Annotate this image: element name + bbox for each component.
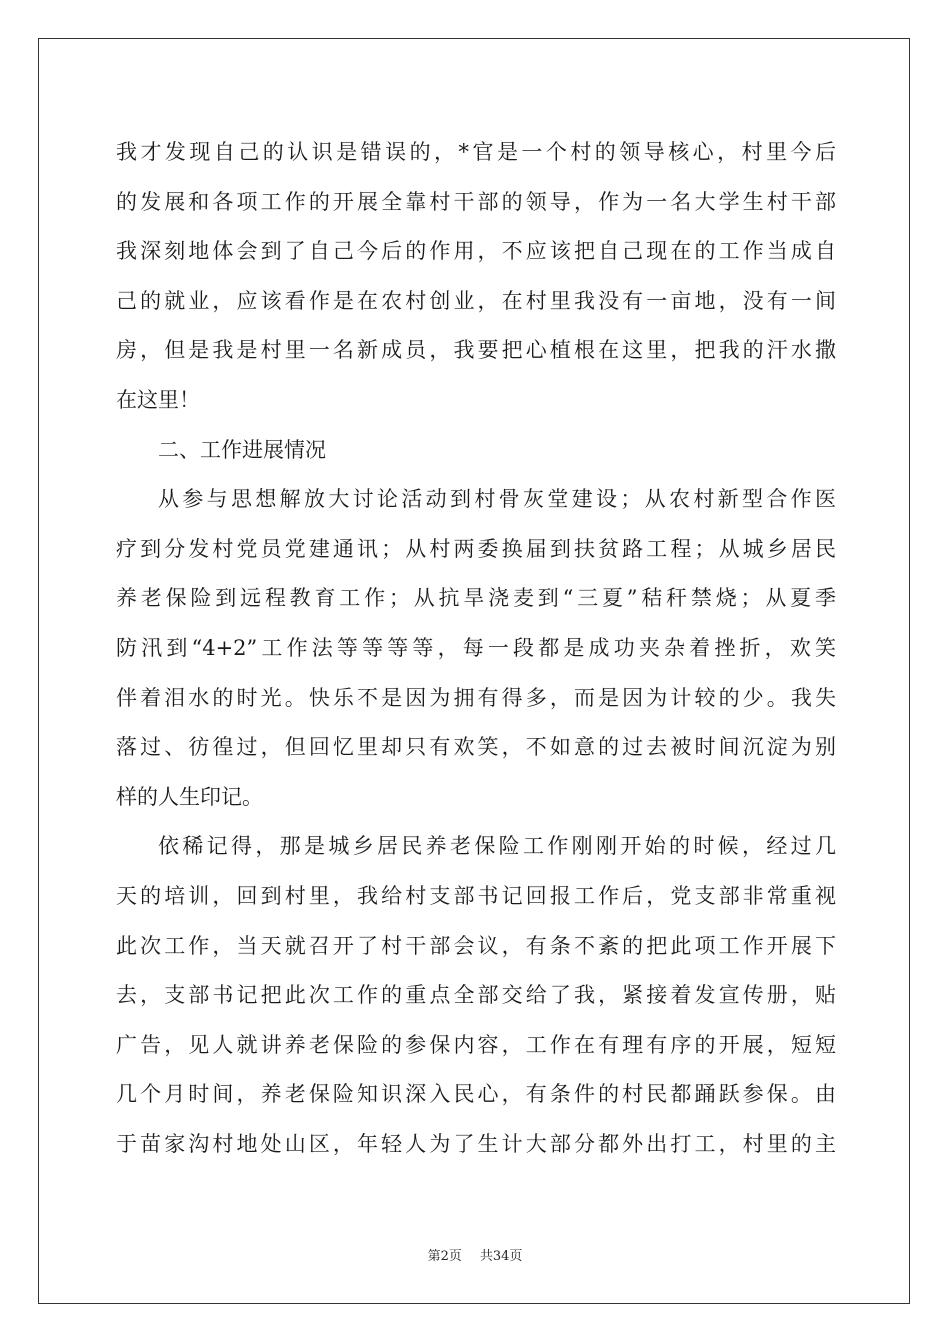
heading-line: 二、工作进展情况 xyxy=(158,437,326,462)
text-line: 防汛到“4+2”工作法等等等等，每一段都是成功夹杂着挫折，欢笑 xyxy=(116,635,836,660)
text-line: 我深刻地体会到了自己今后的作用，不应该把自己现在的工作当成自 xyxy=(116,239,836,264)
text-line: 的发展和各项工作的开展全靠村干部的领导，作为一名大学生村干部 xyxy=(116,189,836,214)
text-line: 此次工作，当天就召开了村干部会议，有条不紊的把此项工作开展下 xyxy=(116,933,836,958)
text-line: 几个月时间，养老保险知识深入民心，有条件的村民都踊跃参保。由 xyxy=(116,1082,836,1107)
text-line: 于苗家沟村地处山区，年轻人为了生计大部分都外出打工，村里的主 xyxy=(116,1131,836,1156)
text-line: 己的就业，应该看作是在农村创业，在村里我没有一亩地，没有一间 xyxy=(116,288,836,313)
text-line: 在这里！ xyxy=(116,387,200,412)
paragraph-2 xyxy=(116,475,836,822)
text-line: 落过、彷徨过，但回忆里却只有欢笑，不如意的过去被时间沉淀为别 xyxy=(116,735,836,760)
paragraph-1 xyxy=(116,128,836,426)
section-heading xyxy=(116,426,836,476)
page-footer xyxy=(0,1248,950,1266)
page-total: 共34页 xyxy=(479,1249,523,1264)
text-line: 样的人生印记。 xyxy=(116,784,263,809)
text-line: 伴着泪水的时光。快乐不是因为拥有得多，而是因为计较的少。我失 xyxy=(116,685,836,710)
document-body xyxy=(116,128,836,1169)
text-line: 去，支部书记把此次工作的重点全部交给了我，紧接着发宣传册，贴 xyxy=(116,983,836,1008)
text-line: 广告，见人就讲养老保险的参保内容，工作在有理有序的开展，短短 xyxy=(116,1032,836,1057)
text-line: 我才发现自己的认识是错误的，*官是一个村的领导核心，村里今后 xyxy=(116,140,836,164)
text-line: 养老保险到远程教育工作；从抗旱浇麦到“三夏”秸秆禁烧；从夏季 xyxy=(116,586,836,611)
text-line: 天的培训，回到村里，我给村支部书记回报工作后，党支部非常重视 xyxy=(116,883,836,908)
text-line: 疗到分发村党员党建通讯；从村两委换届到扶贫路工程；从城乡居民 xyxy=(116,536,836,561)
page-number: 第2页 xyxy=(427,1249,462,1264)
text-line: 依稀记得，那是城乡居民养老保险工作刚刚开始的时候，经过几 xyxy=(158,834,836,859)
paragraph-3 xyxy=(116,822,836,1169)
text-line: 从参与思想解放大讨论活动到村骨灰堂建设；从农村新型合作医 xyxy=(158,487,836,512)
text-line: 房，但是我是村里一名新成员，我要把心植根在这里，把我的汗水撒 xyxy=(116,338,836,363)
